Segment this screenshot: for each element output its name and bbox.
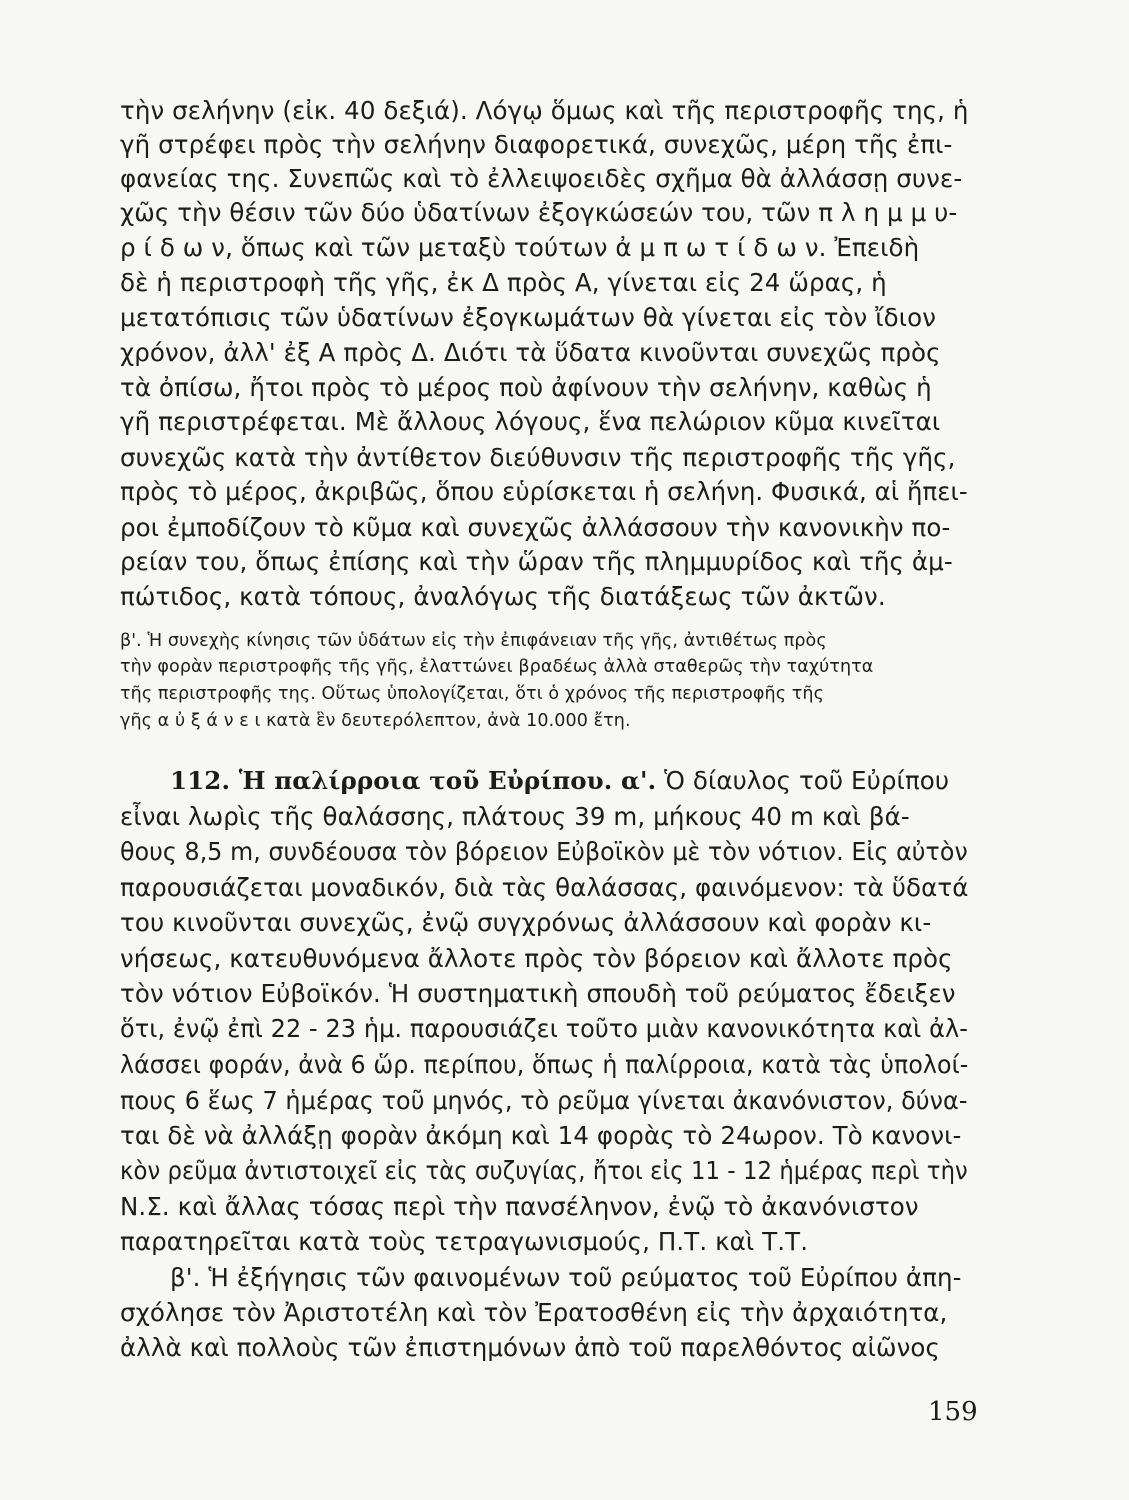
text-line: ρ ί δ ω ν, ὅπως καὶ τῶν μεταξὺ τούτων ἀ μ π ω τ ί δ ω ν. Ἐπειδὴ (120, 233, 920, 262)
text-line: τὸν νότιον Εὐβοϊκόν. Ἡ συστηματικὴ σπουδὴ τοῦ ρεύματος ἔδειξεν (120, 979, 956, 1008)
text-line: ρείαν του, ὅπως ἐπίσης καὶ τὴν ὥραν τῆς πλημμυρίδος καὶ τῆς ἀμ- (120, 547, 953, 576)
text-line: τὰ ὀπίσω, ἤτοι πρὸς τὸ μέρος ποὺ ἀφίνουν τὴν σελήνην, καθὼς ἡ (120, 373, 932, 402)
text-line: ὅτι, ἐνῷ ἐπὶ 22 - 23 ἡμ. παρουσιάζει τοῦτο μιὰν κανονικότητα καὶ ἀλ- (120, 1014, 968, 1043)
text-line: παρουσιάζεται μοναδικόν, διὰ τὰς θαλάσσας, φαινόμενον: τὰ ὕδατά (120, 873, 969, 902)
text-line: μετατόπισις τῶν ὑδατίνων ἐξογκωμάτων θὰ γίνεται εἰς τὸν ἴδιον (120, 303, 936, 332)
text-line: πρὸς τὸ μέρος, ἀκριβῶς, ὅπου εὑρίσκεται ἡ σελήνη. Φυσικά, αἱ ἤπει- (120, 477, 968, 506)
text-line: Ν.Σ. καὶ ἄλλας τόσας περὶ τὴν πανσέληνον, ἐνῷ τὸ ἀκανόνιστον (120, 1192, 919, 1221)
text-line: θους 8,5 m, συνδέουσα τὸν βόρειον Εὐβοϊκὸν μὲ τὸν νότιον. Εἰς αὐτὸν (120, 837, 968, 866)
note-line: β'. Ἡ συνεχὴς κίνησις τῶν ὑδάτων εἰς τὴν ἐπιφάνειαν τῆς γῆς, ἀντιθέτως πρὸς (120, 631, 827, 651)
section-first-line (170, 765, 949, 797)
text-line: ροι ἐμποδίζουν τὸ κῦμα καὶ συνεχῶς ἀλλάσσουν τὴν κανονικὴν πο- (120, 513, 951, 542)
text-line: τὴν σελήνην (εἰκ. 40 δεξιά). Λόγῳ ὅμως καὶ τῆς περιστροφῆς της, ἡ (120, 96, 969, 125)
note-line: τῆς περιστροφῆς της. Οὕτως ὑπολογίζεται, ὅτι ὁ χρόνος τῆς περιστροφῆς τῆς (120, 684, 824, 704)
text-line: ται δὲ νὰ ἀλλάξῃ φορὰν ἀκόμη καὶ 14 φορὰς τὸ 24ωρον. Τὸ κανονι- (120, 1121, 962, 1150)
page-number: 159 (928, 1397, 978, 1427)
text-line: κὸν ρεῦμα ἀντιστοιχεῖ εἰς τὰς συζυγίας, ἤτοι εἰς 11 - 12 ἡμέρας περὶ τὴν (120, 1156, 968, 1185)
text-line: γῆ στρέφει πρὸς τὴν σελήνην διαφορετικά, συνεχῶς, μέρη τῆς ἐπι- (120, 130, 953, 159)
text-line: πους 6 ἕως 7 ἡμέρας τοῦ μηνός, τὸ ρεῦμα γίνεται ἀκανόνιστον, δύνα- (120, 1086, 968, 1115)
note-line: γῆς α ὐ ξ ά ν ε ι κατὰ ἓν δευτερόλεπτον, ἀνὰ 10.000 ἔτη. (120, 711, 631, 731)
text-line: εἶναι λωρὶς τῆς θαλάσσης, πλάτους 39 m, μήκους 40 m καὶ βά- (120, 802, 910, 831)
text-line: λάσσει φοράν, ἀνὰ 6 ὥρ. περίπου, ὅπως ἡ παλίρροια, κατὰ τὰς ὑπολοί- (120, 1050, 969, 1079)
text-line: σχόλησε τὸν Ἀριστοτέλη καὶ τὸν Ἐρατοσθένη εἰς τὴν ἀρχαιότητα, (120, 1298, 948, 1327)
text-line: β'. Ἡ ἐξήγησις τῶν φαινομένων τοῦ ρεύματος τοῦ Εὐρίπου ἀπη- (170, 1263, 962, 1292)
text-line: πώτιδος, κατὰ τόπους, ἀναλόγως τῆς διατάξεως τῶν ἀκτῶν. (120, 582, 886, 611)
text-line: νήσεως, κατευθυνόμενα ἄλλοτε πρὸς τὸν βόρειον καὶ ἄλλοτε πρὸς (120, 944, 953, 973)
text-line: χρόνον, ἀλλ' ἐξ Α πρὸς Δ. Διότι τὰ ὕδατα κινοῦνται συνεχῶς πρὸς (120, 338, 941, 367)
text-line: φανείας της. Συνεπῶς καὶ τὸ ἐλλειψοειδὲς σχῆμα θὰ ἀλλάσσῃ συνε- (120, 164, 963, 193)
text-line: γῆ περιστρέφεται. Μὲ ἄλλους λόγους, ἕνα πελώριον κῦμα κινεῖται (120, 407, 941, 436)
section-first-text: Ὁ δίαυλος τοῦ Εὐρίπου (664, 766, 950, 795)
text-line: δὲ ἡ περιστροφὴ τῆς γῆς, ἐκ Δ πρὸς Α, γίνεται εἰς 24 ὥρας, ἡ (120, 268, 887, 297)
text-line: παρατηρεῖται κατὰ τοὺς τετραγωνισμούς, Π.Τ. καὶ Τ.Τ. (120, 1227, 809, 1256)
text-line: ἀλλὰ καὶ πολλοὺς τῶν ἐπιστημόνων ἀπὸ τοῦ παρελθόντος αἰῶνος (120, 1333, 940, 1362)
text-line: συνεχῶς κατὰ τὴν ἀντίθετον διεύθυνσιν τῆς περιστροφῆς τῆς γῆς, (120, 443, 956, 472)
text-line: του κινοῦνται συνεχῶς, ἐνῷ συγχρόνως ἀλλάσσουν καὶ φορὰν κι- (120, 908, 932, 937)
note-line: τὴν φορὰν περιστροφῆς τῆς γῆς, ἐλαττώνει βραδέως ἀλλὰ σταθερῶς τὴν ταχύτητα (120, 657, 874, 677)
text-line: χῶς τὴν θέσιν τῶν δύο ὑδατίνων ἐξογκώσεών του, τῶν π λ η μ μ υ- (120, 198, 958, 227)
section-heading: 112. Ἡ παλίρροια τοῦ Εὐρίπου. α'. (170, 766, 657, 795)
